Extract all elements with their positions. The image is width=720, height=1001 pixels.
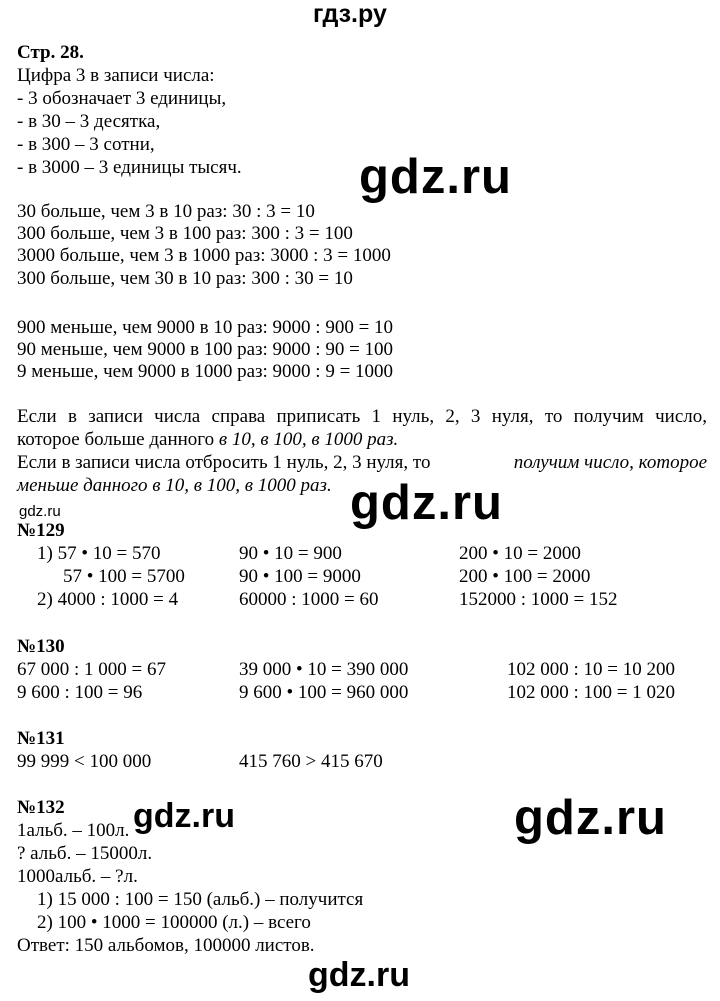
answer-line: Ответ: 150 альбомов, 100000 листов. xyxy=(17,935,315,956)
equation: 2) 4000 : 1000 = 4 xyxy=(37,589,179,610)
rule-emphasis: в 10, в 100, в 1000 раз. xyxy=(218,429,399,450)
equation: 200 • 100 = 2000 xyxy=(459,566,591,587)
equation: 102 000 : 100 = 1 020 xyxy=(507,682,675,703)
equation: 102 000 : 10 = 10 200 xyxy=(507,659,675,680)
text-line: 9 меньше, чем 9000 в 1000 раз: 9000 : 9 = 1000 xyxy=(17,361,394,382)
watermark: gdz.ru xyxy=(350,476,503,530)
exercise-title: №129 xyxy=(17,520,65,541)
rule-line: меньше данного в 10, в 100, в 1000 раз. xyxy=(17,475,332,496)
page-reference: Стр. 28. xyxy=(17,42,84,63)
equation: 9 600 : 100 = 96 xyxy=(17,682,143,703)
text-line: 1) 15 000 : 100 = 150 (альб.) – получится xyxy=(37,889,364,910)
text-line: 3000 больше, чем 3 в 1000 раз: 3000 : 3 = 1000 xyxy=(17,245,391,266)
text-line: - в 3000 – 3 единицы тысяч. xyxy=(17,157,242,178)
watermark: gdz.ru xyxy=(308,956,410,994)
rule-text: Если в записи числа отбросить 1 нуль, 2, 3 нуля, то xyxy=(17,452,436,473)
watermark-small: gdz.ru xyxy=(19,503,61,520)
rule-emphasis: получим число, которое xyxy=(513,452,707,473)
exercise-title: №132 xyxy=(17,797,65,818)
text-line: 300 больше, чем 30 в 10 раз: 300 : 30 = 10 xyxy=(17,268,353,289)
equation: 90 • 100 = 9000 xyxy=(239,566,361,587)
watermark: gdz.ru xyxy=(514,791,667,845)
equation: 57 • 100 = 5700 xyxy=(63,566,185,587)
text-line: Цифра 3 в записи числа: xyxy=(17,65,215,86)
rule-line: Если в записи числа справа приписать 1 нуль, 2, 3 нуля, то получим число, xyxy=(17,406,707,427)
exercise-title: №131 xyxy=(17,728,65,749)
equation: 200 • 10 = 2000 xyxy=(459,543,581,564)
equation: 1) 57 • 10 = 570 xyxy=(37,543,161,564)
text-line: 300 больше, чем 3 в 100 раз: 300 : 3 = 100 xyxy=(17,223,353,244)
watermark: gdz.ru xyxy=(133,797,235,835)
watermark: gdz.ru xyxy=(359,150,512,204)
text-line: - в 300 – 3 сотни, xyxy=(17,134,155,155)
equation: 152000 : 1000 = 152 xyxy=(459,589,618,610)
equation: 67 000 : 1 000 = 67 xyxy=(17,659,166,680)
equation: 90 • 10 = 900 xyxy=(239,543,342,564)
text-line: 2) 100 • 1000 = 100000 (л.) – всего xyxy=(37,912,311,933)
text-line: - в 30 – 3 десятка, xyxy=(17,111,161,132)
text-line: 1альб. – 100л. xyxy=(17,820,130,841)
comparison: 415 760 > 415 670 xyxy=(239,751,383,772)
rule-line xyxy=(17,451,707,474)
equation: 9 600 • 100 = 960 000 xyxy=(239,682,409,703)
text-line: - 3 обозначает 3 единицы, xyxy=(17,88,227,109)
text-line: 1000альб. – ?л. xyxy=(17,866,138,887)
text-line: 90 меньше, чем 9000 в 100 раз: 9000 : 90 = 100 xyxy=(17,339,394,360)
text-line: 30 больше, чем 3 в 10 раз: 30 : 3 = 10 xyxy=(17,201,315,222)
exercise-title: №130 xyxy=(17,636,65,657)
rule-line xyxy=(17,428,398,451)
comparison: 99 999 < 100 000 xyxy=(17,751,152,772)
equation: 60000 : 1000 = 60 xyxy=(239,589,379,610)
equation: 39 000 • 10 = 390 000 xyxy=(239,659,409,680)
rule-text: которое больше данного xyxy=(17,429,219,450)
text-line: ? альб. – 15000л. xyxy=(17,843,153,864)
site-header: гдз.ру xyxy=(313,0,387,28)
text-line: 900 меньше, чем 9000 в 10 раз: 9000 : 900 = 10 xyxy=(17,317,394,338)
